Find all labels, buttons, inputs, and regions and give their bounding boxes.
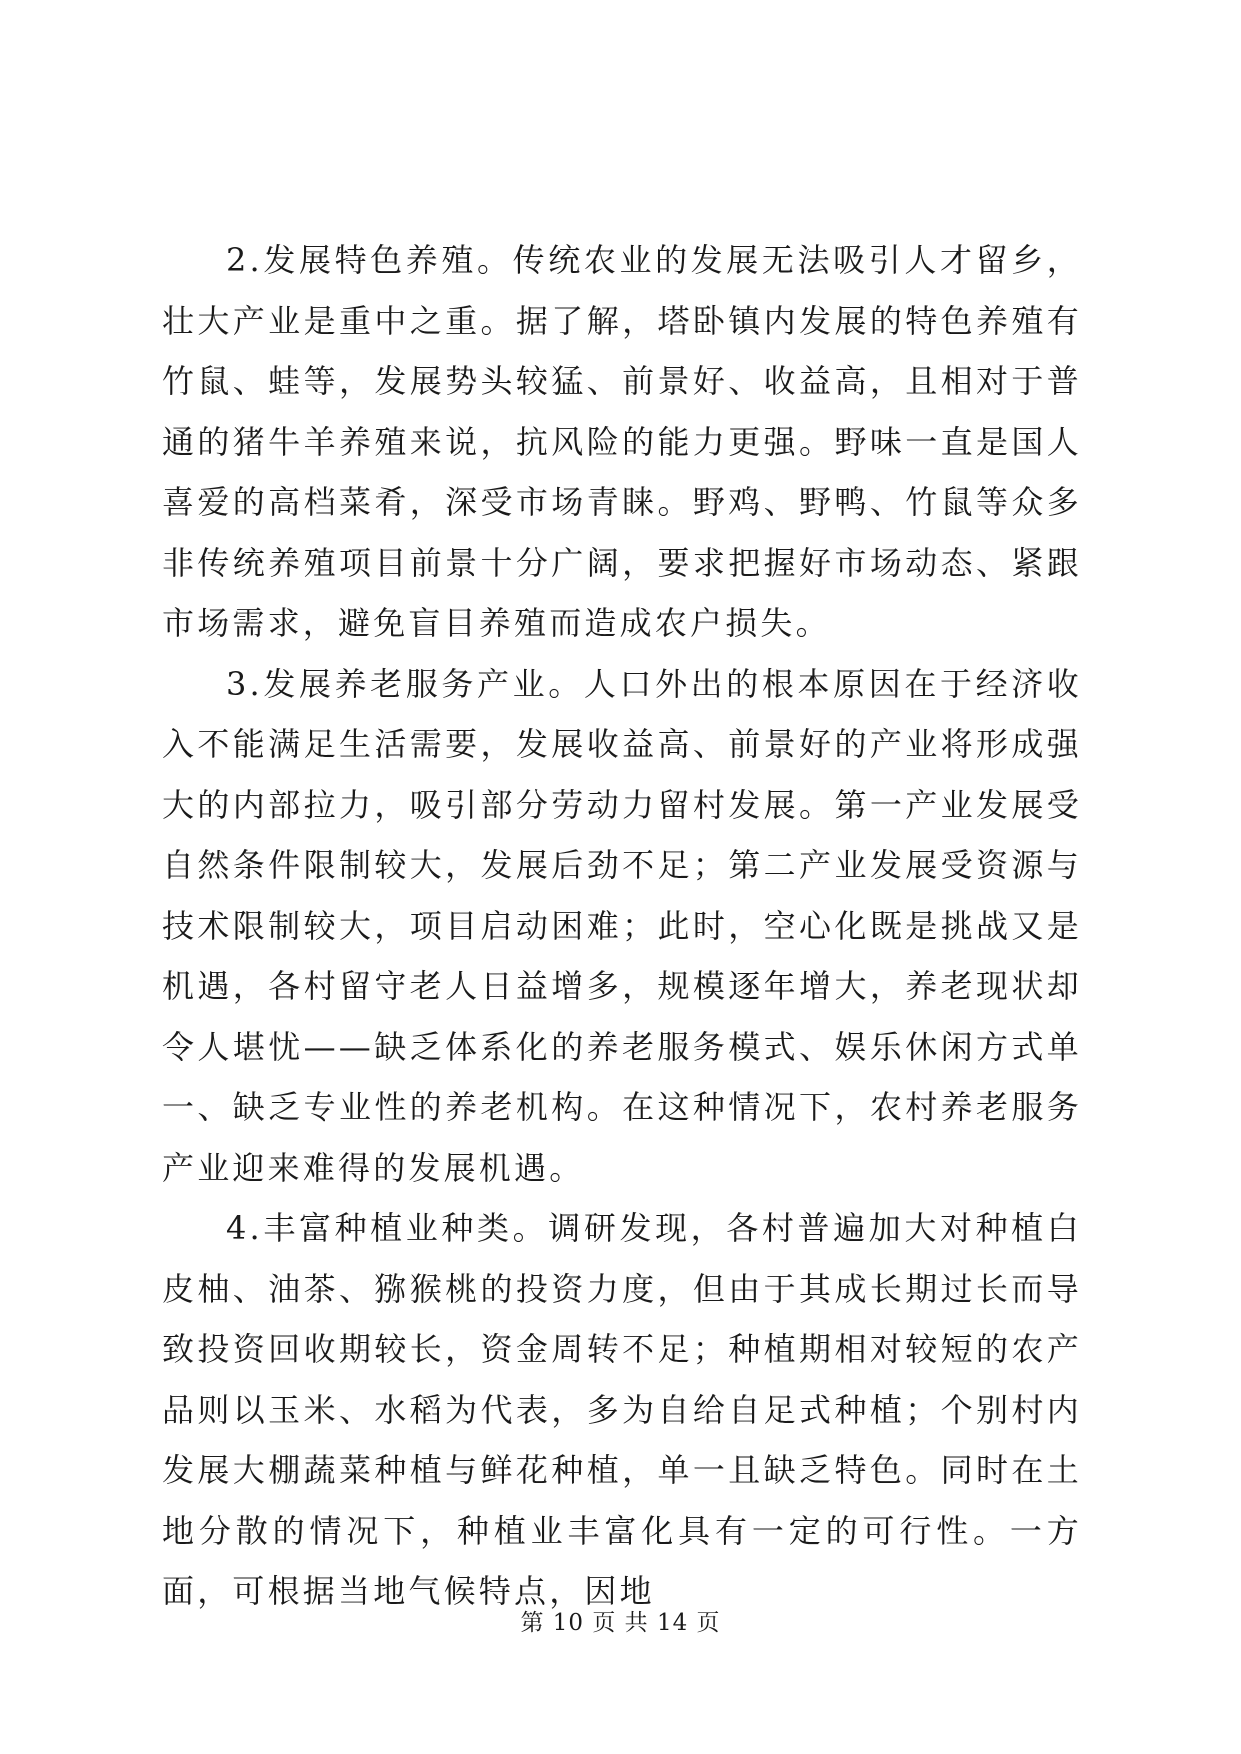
page-number-footer: 第 10 页 共 14 页 xyxy=(520,1610,721,1636)
paragraph-planting-diversity: 4.丰富种植业种类。调研发现，各村普遍加大对种植白皮柚、油茶、猕猴桃的投资力度，但由于其成长期过长而导致投资回收期较长，资金周转不足；种植期相对较短的农产品则以玉米、水稻为代表，多为自给自足式种植；个别村内发展大棚蔬菜种植与鲜花种植，单一且缺乏特色。同时在土地分散的情况下，种植业丰富化具有一定的可行性。一方面，可根据当地气候特点，因地 xyxy=(162,1209,1082,1610)
body-text xyxy=(162,230,1082,1622)
paragraph-elderly-care-industry: 3.发展养老服务产业。人口外出的根本原因在于经济收入不能满足生活需要，发展收益高、前景好的产业将形成强大的内部拉力，吸引部分劳动力留村发展。第一产业发展受自然条件限制较大，发展后劲不足；第二产业发展受资源与技术限制较大，项目启动困难；此时，空心化既是挑战又是机遇，各村留守老人日益增多，规模逐年增大，养老现状却令人堪忧——缺乏体系化的养老服务模式、娱乐休闲方式单一、缺乏专业性的养老机构。在这种情况下，农村养老服务产业迎来难得的发展机遇。 xyxy=(162,664,1082,1187)
paragraph-specialty-breeding: 2.发展特色养殖。传统农业的发展无法吸引人才留乡，壮大产业是重中之重。据了解，塔卧镇内发展的特色养殖有竹鼠、蛙等，发展势头较猛、前景好、收益高，且相对于普通的猪牛羊养殖来说，抗风险的能力更强。野味一直是国人喜爱的高档菜肴，深受市场青睐。野鸡、野鸭、竹鼠等众多非传统养殖项目前景十分广阔，要求把握好市场动态、紧跟市场需求，避免盲目养殖而造成农户损失。 xyxy=(162,241,1082,642)
